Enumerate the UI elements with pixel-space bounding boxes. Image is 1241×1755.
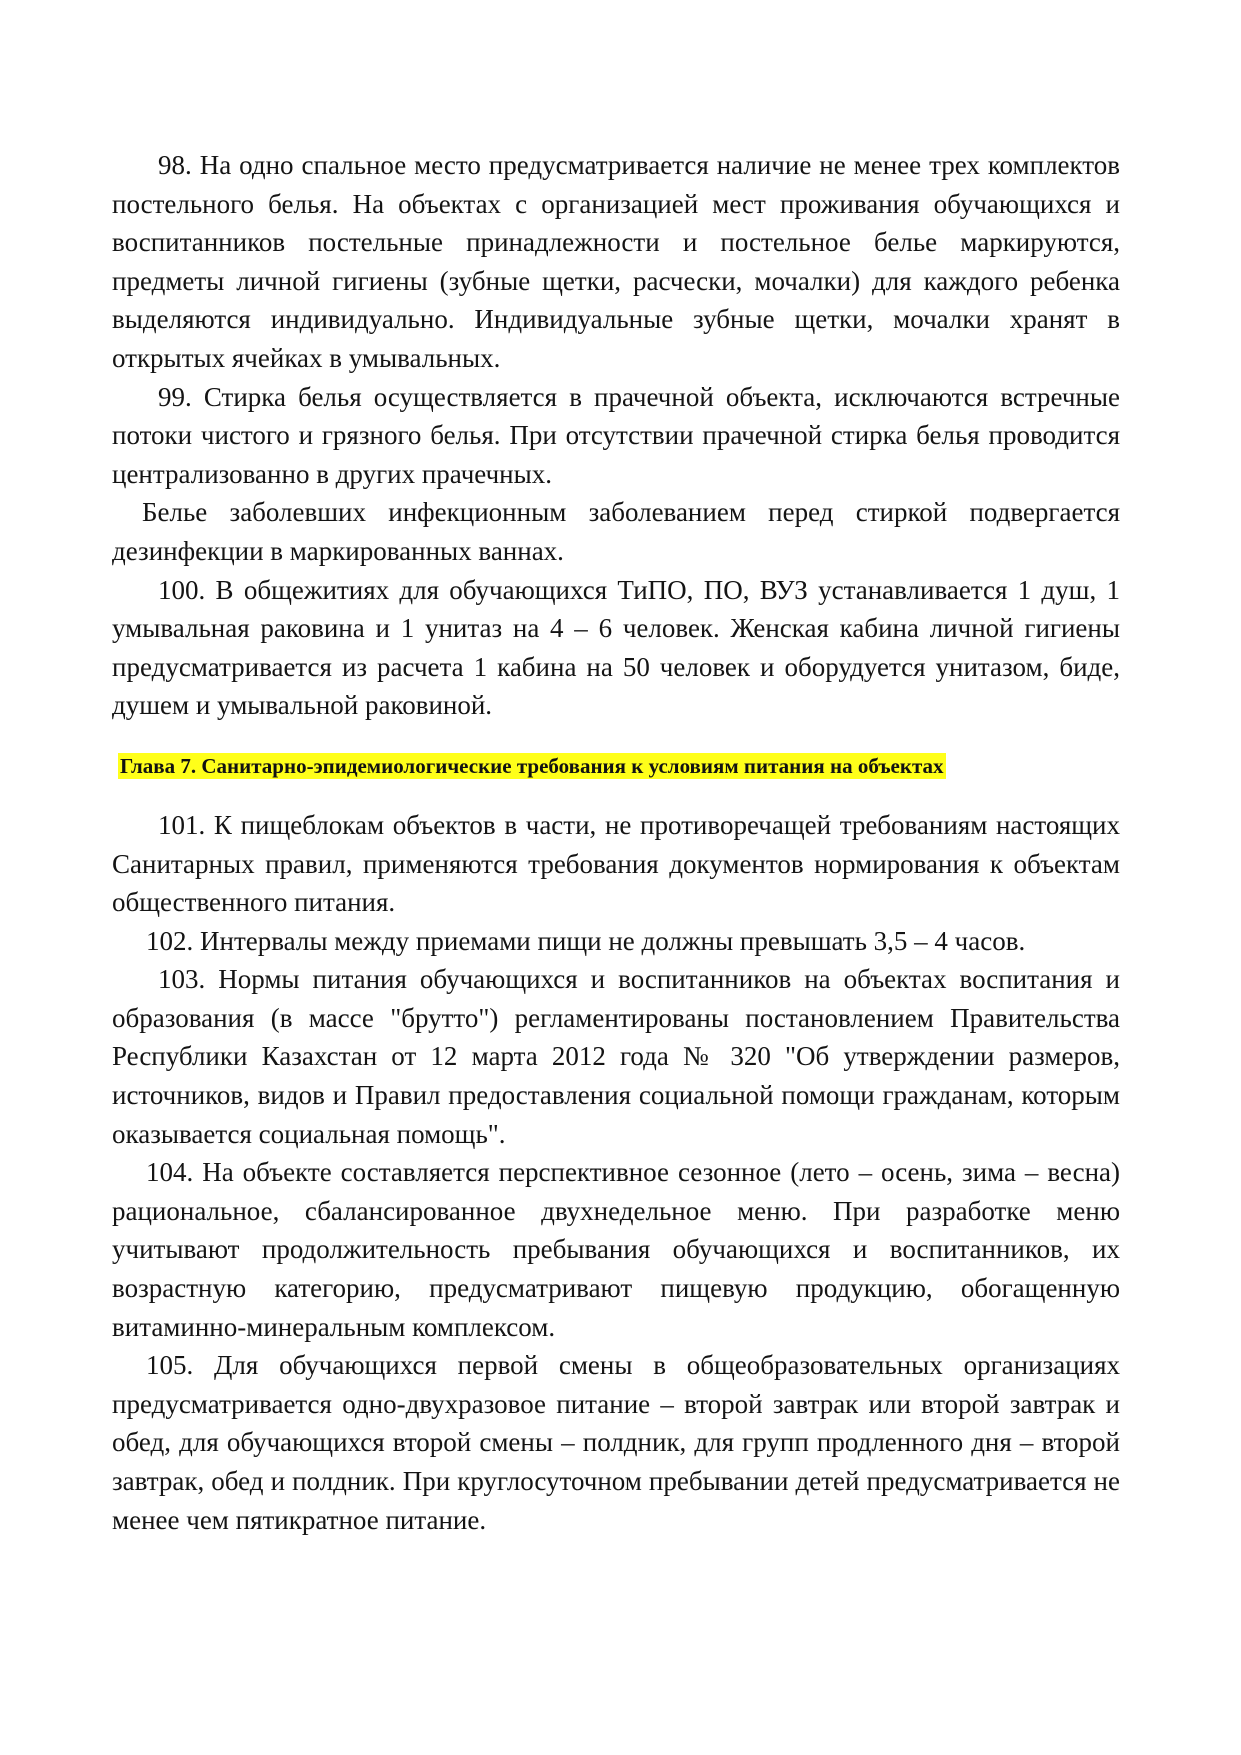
chapter-heading-row [118, 744, 1120, 782]
document-body [112, 146, 1120, 1539]
paragraph-104: 104. На объекте составляется перспективное сезонное (лето – осень, зима – весна) рациональное, сбалансированное двухнедельное меню. При разработке меню учитывают продолжительность пребывания обучающихся и воспитанников, их возрастную категорию, предусматривают пищевую продукцию, обогащенную витаминно-минеральным комплексом. [112, 1157, 1120, 1342]
paragraph-101: 101. К пищеблокам объектов в части, не противоречащей требованиям настоящих Санитарных правил, применяются требования документов нормирования к объектам общественного питания. [112, 809, 1120, 918]
paragraph-105: 105. Для обучающихся первой смены в общеобразовательных организациях предусматривается одно-двухразовое питание – второй завтрак или второй завтрак и обед, для обучающихся второй смены – полдник, для групп продленного дня – второй завтрак, обед и полдник. При круглосуточном пребывании детей предусматривается не менее чем пятикратное питание. [112, 1350, 1120, 1535]
chapter-7-heading: Глава 7. Санитарно-эпидемиологические требования к условиям питания на объектах [120, 753, 944, 778]
paragraph-100: 100. В общежитиях для обучающихся ТиПО, ПО, ВУЗ устанавливается 1 душ, 1 умывальная раковина и 1 унитаз на 4 – 6 человек. Женская кабина личной гигиены предусматривается из расчета 1 кабина на 50 человек и оборудуется унитазом, биде, душем и умывальной раковиной. [112, 574, 1120, 721]
paragraph-103: 103. Нормы питания обучающихся и воспитанников на объектах воспитания и образования (в массе "брутто") регламентированы постановлением Правительства Республики Казахстан от 12 марта 2012 года № 320 "Об утверждении размеров, источников, видов и Правил предоставления социальной помощи гражданам, которым оказывается социальная помощь". [112, 964, 1120, 1149]
paragraph-98: 98. На одно спальное место предусматривается наличие не менее трех комплектов постельного белья. На объектах с организацией мест проживания обучающихся и воспитанников постельные принадлежности и постельное белье маркируются, предметы личной гигиены (зубные щетки, расчески, мочалки) для каждого ребенка выделяются индивидуально. Индивидуальные зубные щетки, мочалки хранят в открытых ячейках в умывальных. [112, 150, 1120, 373]
paragraph-99-laundry-disinfection: Белье заболевших инфекционным заболеванием перед стиркой подвергается дезинфекции в маркированных ваннах. [112, 497, 1120, 566]
paragraph-102: 102. Интервалы между приемами пищи не должны превышать 3,5 – 4 часов. [146, 925, 1026, 956]
paragraph-99: 99. Стирка белья осуществляется в прачечной объекта, исключаются встречные потоки чистого и грязного белья. При отсутствии прачечной стирка белья проводится централизованно в других прачечных. [112, 381, 1120, 489]
